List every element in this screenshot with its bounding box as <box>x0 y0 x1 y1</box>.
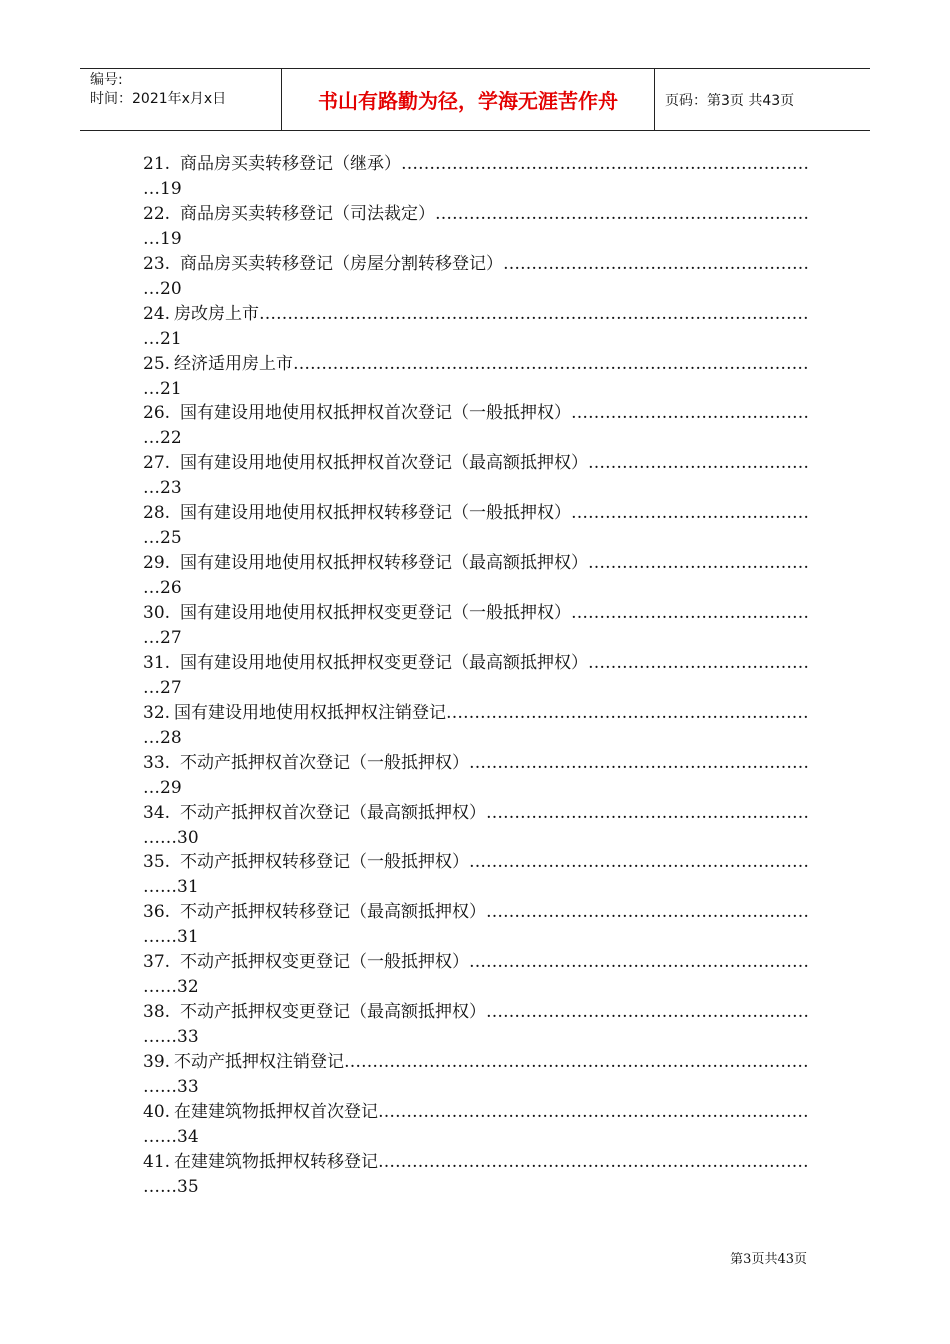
toc-entry-line <box>143 352 808 377</box>
toc-entry[interactable] <box>143 651 808 701</box>
toc-entry[interactable] <box>143 152 808 202</box>
toc-leader-dots <box>259 302 808 327</box>
toc-entry[interactable] <box>143 601 808 651</box>
toc-entry-number: 36. <box>143 902 171 923</box>
toc-entry-page: …29 <box>143 777 182 798</box>
toc-entry-line <box>143 202 808 227</box>
toc-entry[interactable] <box>143 751 808 801</box>
toc-entry-page: …19 <box>143 179 182 199</box>
toc-entry-number: 24. <box>143 303 171 324</box>
toc-entry-title: 经济适用房上市 <box>174 353 294 374</box>
toc-entry[interactable] <box>143 1100 808 1150</box>
toc-entry-number: 26. <box>143 403 171 424</box>
toc-leader-dots <box>446 701 808 726</box>
toc-leader-dots <box>469 850 808 875</box>
toc-entry-page: ……35 <box>143 1176 199 1197</box>
toc-entry-line <box>143 451 808 476</box>
toc-entry-page: ……31 <box>143 927 199 948</box>
toc-entry[interactable] <box>143 1000 808 1050</box>
header-meta <box>80 69 282 130</box>
toc-entry-title: 不动产抵押权变更登记（一般抵押权） <box>180 952 470 973</box>
toc-entry-page: …27 <box>143 628 182 649</box>
toc-leader-dots <box>469 751 808 776</box>
toc-entry-page: …27 <box>143 677 182 698</box>
toc-entry-title: 国有建设用地使用权抵押权变更登记（一般抵押权） <box>180 603 572 624</box>
toc-leader-dots <box>378 1100 808 1125</box>
toc-entry-title: 在建建筑物抵押权转移登记 <box>174 1151 379 1172</box>
toc-entry-title: 不动产抵押权首次登记（一般抵押权） <box>180 752 470 773</box>
toc-leader-dots <box>344 1050 808 1075</box>
toc-entry-number: 32. <box>143 702 171 723</box>
toc-entry-line <box>143 900 808 925</box>
toc-entry-page: ……30 <box>143 827 199 848</box>
toc-entry-line <box>143 401 808 426</box>
toc-entry-title: 房改房上市 <box>174 303 260 324</box>
toc-entry[interactable] <box>143 352 808 402</box>
toc-entry-line <box>143 501 808 526</box>
table-of-contents <box>143 152 808 1200</box>
toc-entry-number: 21. <box>143 154 171 174</box>
toc-entry-page: …22 <box>143 428 182 449</box>
toc-leader-dots <box>571 401 808 426</box>
time-label: 时间：2021年x月x日 <box>90 91 227 107</box>
toc-entry-number: 31. <box>143 652 171 673</box>
toc-leader-dots <box>503 252 808 277</box>
toc-entry-title: 不动产抵押权变更登记（最高额抵押权） <box>180 1002 487 1023</box>
toc-leader-dots <box>293 352 808 377</box>
toc-entry-line <box>143 701 808 726</box>
toc-entry-page: …20 <box>143 278 182 299</box>
toc-entry-title: 在建建筑物抵押权首次登记 <box>174 1101 379 1122</box>
toc-entry-number: 30. <box>143 603 171 624</box>
toc-leader-dots <box>588 551 808 576</box>
toc-entry-page: ……33 <box>143 1027 199 1048</box>
toc-entry-line <box>143 1150 808 1175</box>
toc-entry-title: 不动产抵押权首次登记（最高额抵押权） <box>180 802 487 823</box>
toc-entry[interactable] <box>143 252 808 302</box>
toc-entry-line <box>143 651 808 676</box>
toc-entry-number: 25. <box>143 353 171 374</box>
toc-leader-dots <box>486 1000 808 1025</box>
toc-entry-page: ……33 <box>143 1077 199 1098</box>
toc-entry[interactable] <box>143 900 808 950</box>
toc-entry-page: …21 <box>143 378 182 399</box>
toc-entry-line <box>143 850 808 875</box>
toc-entry-line <box>143 950 808 975</box>
toc-entry-line <box>143 601 808 626</box>
toc-leader-dots <box>486 801 808 826</box>
toc-entry-title: 国有建设用地使用权抵押权转移登记（一般抵押权） <box>180 503 572 524</box>
page-header <box>80 68 870 131</box>
toc-entry-title: 国有建设用地使用权抵押权转移登记（最高额抵押权） <box>180 553 589 574</box>
toc-entry-title: 国有建设用地使用权抵押权变更登记（最高额抵押权） <box>180 652 589 673</box>
toc-leader-dots <box>571 501 808 526</box>
toc-entry-number: 41. <box>143 1151 171 1172</box>
toc-leader-dots <box>469 950 808 975</box>
toc-leader-dots <box>401 152 808 177</box>
toc-entry-number: 40. <box>143 1101 171 1122</box>
toc-entry-page: …19 <box>143 228 182 249</box>
toc-entry-number: 37. <box>143 952 171 973</box>
toc-entry[interactable] <box>143 302 808 352</box>
toc-entry-number: 33. <box>143 752 171 773</box>
toc-leader-dots <box>588 651 808 676</box>
header-page-label: 页码：第3页 共43页 <box>665 92 795 109</box>
toc-entry-page: …23 <box>143 478 182 499</box>
toc-entry-line <box>143 152 808 177</box>
toc-entry-number: 34. <box>143 802 171 823</box>
header-motto: 书山有路勤为径，学海无涯苦作舟 <box>282 69 655 130</box>
toc-entry-number: 27. <box>143 453 171 474</box>
toc-entry-title: 商品房买卖转移登记（司法裁定） <box>180 203 436 224</box>
toc-entry-number: 22. <box>143 203 171 224</box>
toc-entry[interactable] <box>143 1150 808 1200</box>
toc-entry-page: ……32 <box>143 977 199 998</box>
toc-entry-number: 38. <box>143 1002 171 1023</box>
toc-entry-number: 39. <box>143 1052 171 1073</box>
toc-entry-number: 28. <box>143 503 171 524</box>
toc-entry-line <box>143 1000 808 1025</box>
toc-leader-dots <box>378 1150 808 1175</box>
toc-entry-line <box>143 1050 808 1075</box>
page-footer: 第3页共43页 <box>730 1252 807 1267</box>
number-label: 编号: <box>90 72 123 88</box>
toc-entry[interactable] <box>143 401 808 451</box>
toc-entry-number: 23. <box>143 253 171 274</box>
toc-entry[interactable] <box>143 551 808 601</box>
toc-entry-page: …26 <box>143 578 182 599</box>
toc-entry[interactable] <box>143 451 808 501</box>
toc-entry-line <box>143 551 808 576</box>
toc-entry[interactable] <box>143 850 808 900</box>
toc-entry-line <box>143 1100 808 1125</box>
toc-entry-line <box>143 302 808 327</box>
toc-entry[interactable] <box>143 801 808 851</box>
toc-entry-title: 不动产抵押权转移登记（最高额抵押权） <box>180 902 487 923</box>
toc-entry-page: ……31 <box>143 877 199 898</box>
toc-entry-title: 商品房买卖转移登记（房屋分割转移登记） <box>180 253 504 274</box>
toc-entry-line <box>143 801 808 826</box>
toc-entry-page: …21 <box>143 328 182 349</box>
toc-entry-number: 29. <box>143 553 171 574</box>
toc-entry[interactable] <box>143 950 808 1000</box>
toc-entry-line <box>143 252 808 277</box>
toc-entry-number: 35. <box>143 852 171 873</box>
toc-entry-title: 商品房买卖转移登记（继承） <box>180 154 402 174</box>
toc-entry-line <box>143 751 808 776</box>
toc-entry-page: …28 <box>143 727 182 748</box>
toc-entry-page: ……34 <box>143 1126 199 1147</box>
toc-entry-title: 不动产抵押权注销登记 <box>174 1052 345 1073</box>
toc-entry[interactable] <box>143 1050 808 1100</box>
toc-leader-dots <box>588 451 808 476</box>
toc-entry[interactable] <box>143 701 808 751</box>
toc-leader-dots <box>486 900 808 925</box>
toc-leader-dots <box>435 202 808 227</box>
toc-entry-page: …25 <box>143 528 182 549</box>
toc-leader-dots <box>571 601 808 626</box>
toc-entry-title: 国有建设用地使用权抵押权首次登记（最高额抵押权） <box>180 453 589 474</box>
toc-entry-title: 国有建设用地使用权抵押权注销登记 <box>174 702 447 723</box>
toc-entry-title: 国有建设用地使用权抵押权首次登记（一般抵押权） <box>180 403 572 424</box>
toc-entry[interactable] <box>143 501 808 551</box>
toc-entry[interactable] <box>143 202 808 252</box>
toc-entry-title: 不动产抵押权转移登记（一般抵押权） <box>180 852 470 873</box>
